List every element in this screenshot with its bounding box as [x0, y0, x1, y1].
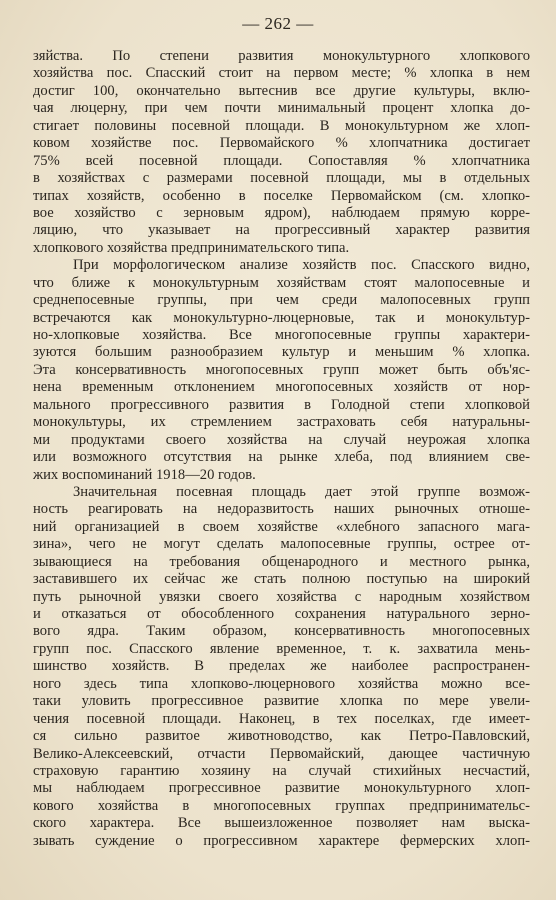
text-line: в хозяйствах с размерами посевной площади, мы в отдельных: [33, 170, 530, 187]
text-line: ми продуктами своего хозяйства на случай неурожая хлопка: [33, 431, 530, 448]
text-line: зывать суждение о прогрессивном характере фермерских хлоп-: [33, 832, 530, 849]
page-number: — 262 —: [242, 14, 314, 33]
text-line: Велико-Алексеевский, отчасти Первомайский, дающее частичную: [33, 745, 530, 762]
text-line: Значительная посевная площадь дает этой группе возмож-: [73, 483, 530, 500]
text-line: но-хлопковые хозяйства. Все многопосевные группы характери-: [33, 327, 530, 343]
text-line: ского характера. Все вышеизложенное позволяет нам выска-: [33, 815, 530, 832]
text-line: встречаются как монокультурно-люцерновые, так и монокультур-: [33, 309, 530, 326]
text-line: вого ядра. Таким образом, консервативность многопосевных: [33, 623, 530, 640]
text-line: ность реагировать на недоразвитость наших рыночных отноше-: [33, 501, 530, 518]
text-line: ний организацией в своем хозяйстве «хлебного запасного мага-: [33, 518, 530, 535]
text-line: ляцию, что указывает на прогрессивный характер развития: [33, 222, 530, 239]
text-line: ся сильно развитое животноводство, как Петро-Павловский,: [33, 728, 530, 745]
text-line: шинство хозяйств. В пределах же наиболее распространен-: [33, 658, 530, 675]
text-line: зяйства. По степени развития монокультурного хлопкового: [33, 48, 530, 64]
text-line: ковом хозяйстве пос. Первомайского % хлопчатника достигает: [33, 135, 530, 152]
text-line: зуются большим разнообразием культур и меньшим % хлопка.: [33, 344, 530, 361]
paragraph: [33, 48, 530, 257]
text-line: чая люцерну, при чем почти минимальный процент хлопка до-: [33, 100, 530, 117]
body-text: [33, 48, 530, 850]
text-line: чения посевной площади. Наконец, в тех поселках, где имеет-: [33, 710, 530, 727]
text-line: заставившего их сейчас же стать полною поступью на широкий: [33, 571, 530, 588]
text-line: 75% всей посевной площади. Сопоставляя % хлопчатника: [33, 152, 530, 169]
text-line: вое хозяйство с зерновым ядром), наблюдаем прямую корре-: [33, 204, 530, 221]
text-line: страховую гарантию хозяину на случай стихийных несчастий,: [33, 762, 530, 779]
text-line: хлопкового хозяйства предпринимательского типа.: [33, 239, 350, 256]
text-line: зывающиеся на требования общенародного и местного рынка,: [33, 553, 530, 570]
text-line: мального прогрессивного развития в Голодной степи хлопковой: [33, 396, 530, 413]
text-line: жих воспоминаний 1918—20 годов.: [33, 466, 256, 483]
text-line: хозяйства пос. Спасский стоит на первом месте; % хлопка в нем: [33, 65, 530, 82]
paragraph: [33, 484, 530, 850]
text-line: ного здесь типа хлопково-люцернового хозяйства можно все-: [33, 675, 530, 692]
text-line: групп пос. Спасского явление временное, т. к. захватила мень-: [33, 640, 530, 657]
text-line: нена временным отклонением многопосевных хозяйств от нор-: [33, 379, 530, 396]
text-line: При морфологическом анализе хозяйств пос. Спасского видно,: [73, 257, 530, 274]
text-line: среднепосевные группы, при чем среди малопосевных групп: [33, 292, 530, 309]
paragraph: [33, 257, 530, 484]
text-line: или возможного отсутствия на рынке хлеба, под влиянием све-: [33, 449, 530, 466]
text-line: путь рыночной увязки своего хозяйства с народным хозяйством: [33, 588, 530, 605]
text-line: и отказаться от обособленного сохранения натурального зерно-: [33, 606, 530, 622]
text-line: зина», чего не могут сделать малопосевные группы, острее от-: [33, 536, 530, 553]
text-line: монокультуры, их стремлением застраховать себя натуральны-: [33, 414, 530, 431]
text-line: типах хозяйств, особенно в поселке Первомайском (см. хлопко-: [33, 187, 530, 204]
text-line: стигает половины посевной площади. В монокультурном же хлоп-: [33, 117, 530, 134]
text-line: кового хозяйства в многопосевных группах предпринимательс-: [33, 797, 530, 814]
text-line: таки уловить прогрессивное развитие хлопка по мере увели-: [33, 693, 530, 710]
text-line: что ближе к монокультурным хозяйствам стоят малопосевные и: [33, 274, 530, 291]
text-line: Эта консервативность многопосевных групп может быть объ'яс-: [33, 361, 530, 378]
text-line: достиг 100, окончательно вытеснив все другие культуры, вклю-: [33, 82, 530, 99]
text-line: мы наблюдаем прогрессивное развитие монокультурного хлоп-: [33, 780, 530, 797]
